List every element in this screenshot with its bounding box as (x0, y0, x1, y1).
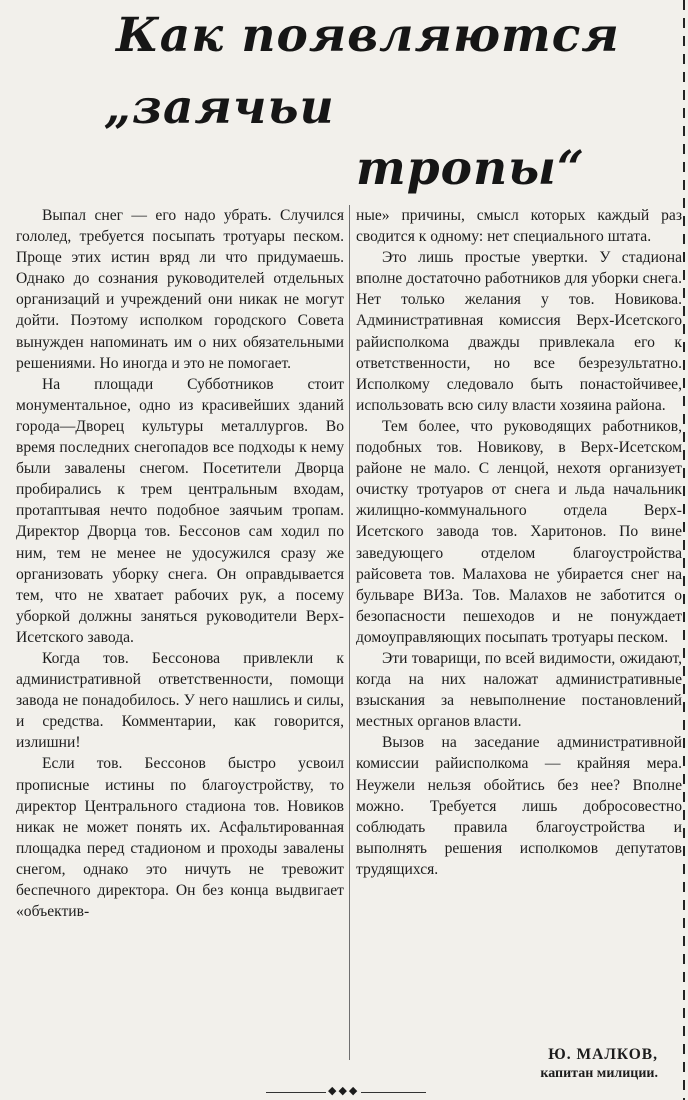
headline-line-2: „заячьи (104, 80, 335, 135)
author-name: Ю. МАЛКОВ, (548, 1046, 658, 1063)
paragraph: ные» причины, смысл которых каждый раз сводится к одному: нет специального штата. (356, 207, 682, 246)
paragraph: Тем более, что руководящих работников, подобных тов. Новикову, в Верх-Исетском районе не мало. С ленцой, нехотя организует очистку тротуаров от снега и льда начальник жилищно-коммунального отдела Верх-Исетского завода тов. Харитонов. По вине заведующего отделом благоустройства райсовета тов. Малахова не убирается снег на бульваре ВИЗа. Тов. Малахов не заботится о безопасности пешеходов и не понуждает домоуправляющих посыпать тротуары песком. (356, 417, 682, 646)
page-edge-rule (683, 0, 685, 1100)
paragraph: Если тов. Бессонов быстро усвоил прописные истины по благоустройству, то директор Центрального стадиона тов. Новиков никак не может понять их. Асфальтированная площадка перед стадионом и проходы завалены снегом, однако это ничуть не тревожит беспечного директора. Он без конца выдвигает «объектив- (16, 755, 344, 921)
author-title: капитан милиции. (540, 1066, 658, 1081)
paragraph: Это лишь простые увертки. У стадиона вполне достаточно работников для уборки снега. Нет только желания у тов. Новикова. Административная комиссия Верх-Исетского райисполкома дважды привлекала его к ответственности, но все безрезультатно. Исполкому следовало быть понастойчивее, использовать всю силу власти хозяина района. (356, 249, 682, 414)
article-column-left (16, 205, 344, 922)
paragraph: Когда тов. Бессонова привлекли к административной ответственности, помощи завода не понадобилось. У него нашлись и силы, и средства. Комментарии, как говорится, излишни! (16, 649, 344, 752)
headline-line-3: тропы“ (356, 141, 585, 196)
article-column-right (356, 205, 682, 880)
headline-line-1: Как появляются (116, 8, 620, 63)
column-divider (349, 205, 350, 1060)
paragraph: Вызов на заседание административной комиссии райисполкома — крайняя мера. Неужели нельзя обойтись без нее? Вполне можно. Требуется лишь добросовестно соблюдать правила благоустройства и выполнять решения исполкомов депутатов трудящихся. (356, 734, 682, 878)
paragraph: Эти товарищи, по всей видимости, ожидают, когда на них наложат административные взыскания за невыполнение постановлений местных органов власти. (356, 649, 682, 731)
paragraph: На площади Субботников стоит монументальное, одно из красивейших зданий города—Дворец культуры металлургов. Во время последних снегопадов все подходы к нему были завалены снегом. Посетители Дворца пробирались к трем центральным входам, протаптывая нечто подобное заячьим тропам. Директор Дворца тов. Бессонов сам ходил по ним, тем не менее не удосужился сразу же организовать уборку снега. Он оправдывается тем, что не хватает рабочих рук, а посему уборкой должны заняться руководители Верх-Исетского завода. (16, 375, 344, 646)
paragraph: Выпал снег — его надо убрать. Случился гололед, требуется посыпать тротуары песком. Проще этих истин вряд ли что придумаешь. Однако до сознания руководителей отдельных организаций и учреждений они никак не могут дойти. Поэтому исполком городского Совета вынужден напоминать им о них обязательными решениями. Но иногда и это не помогает. (16, 207, 344, 372)
bottom-ornament: ◆◆◆ (328, 1084, 360, 1097)
